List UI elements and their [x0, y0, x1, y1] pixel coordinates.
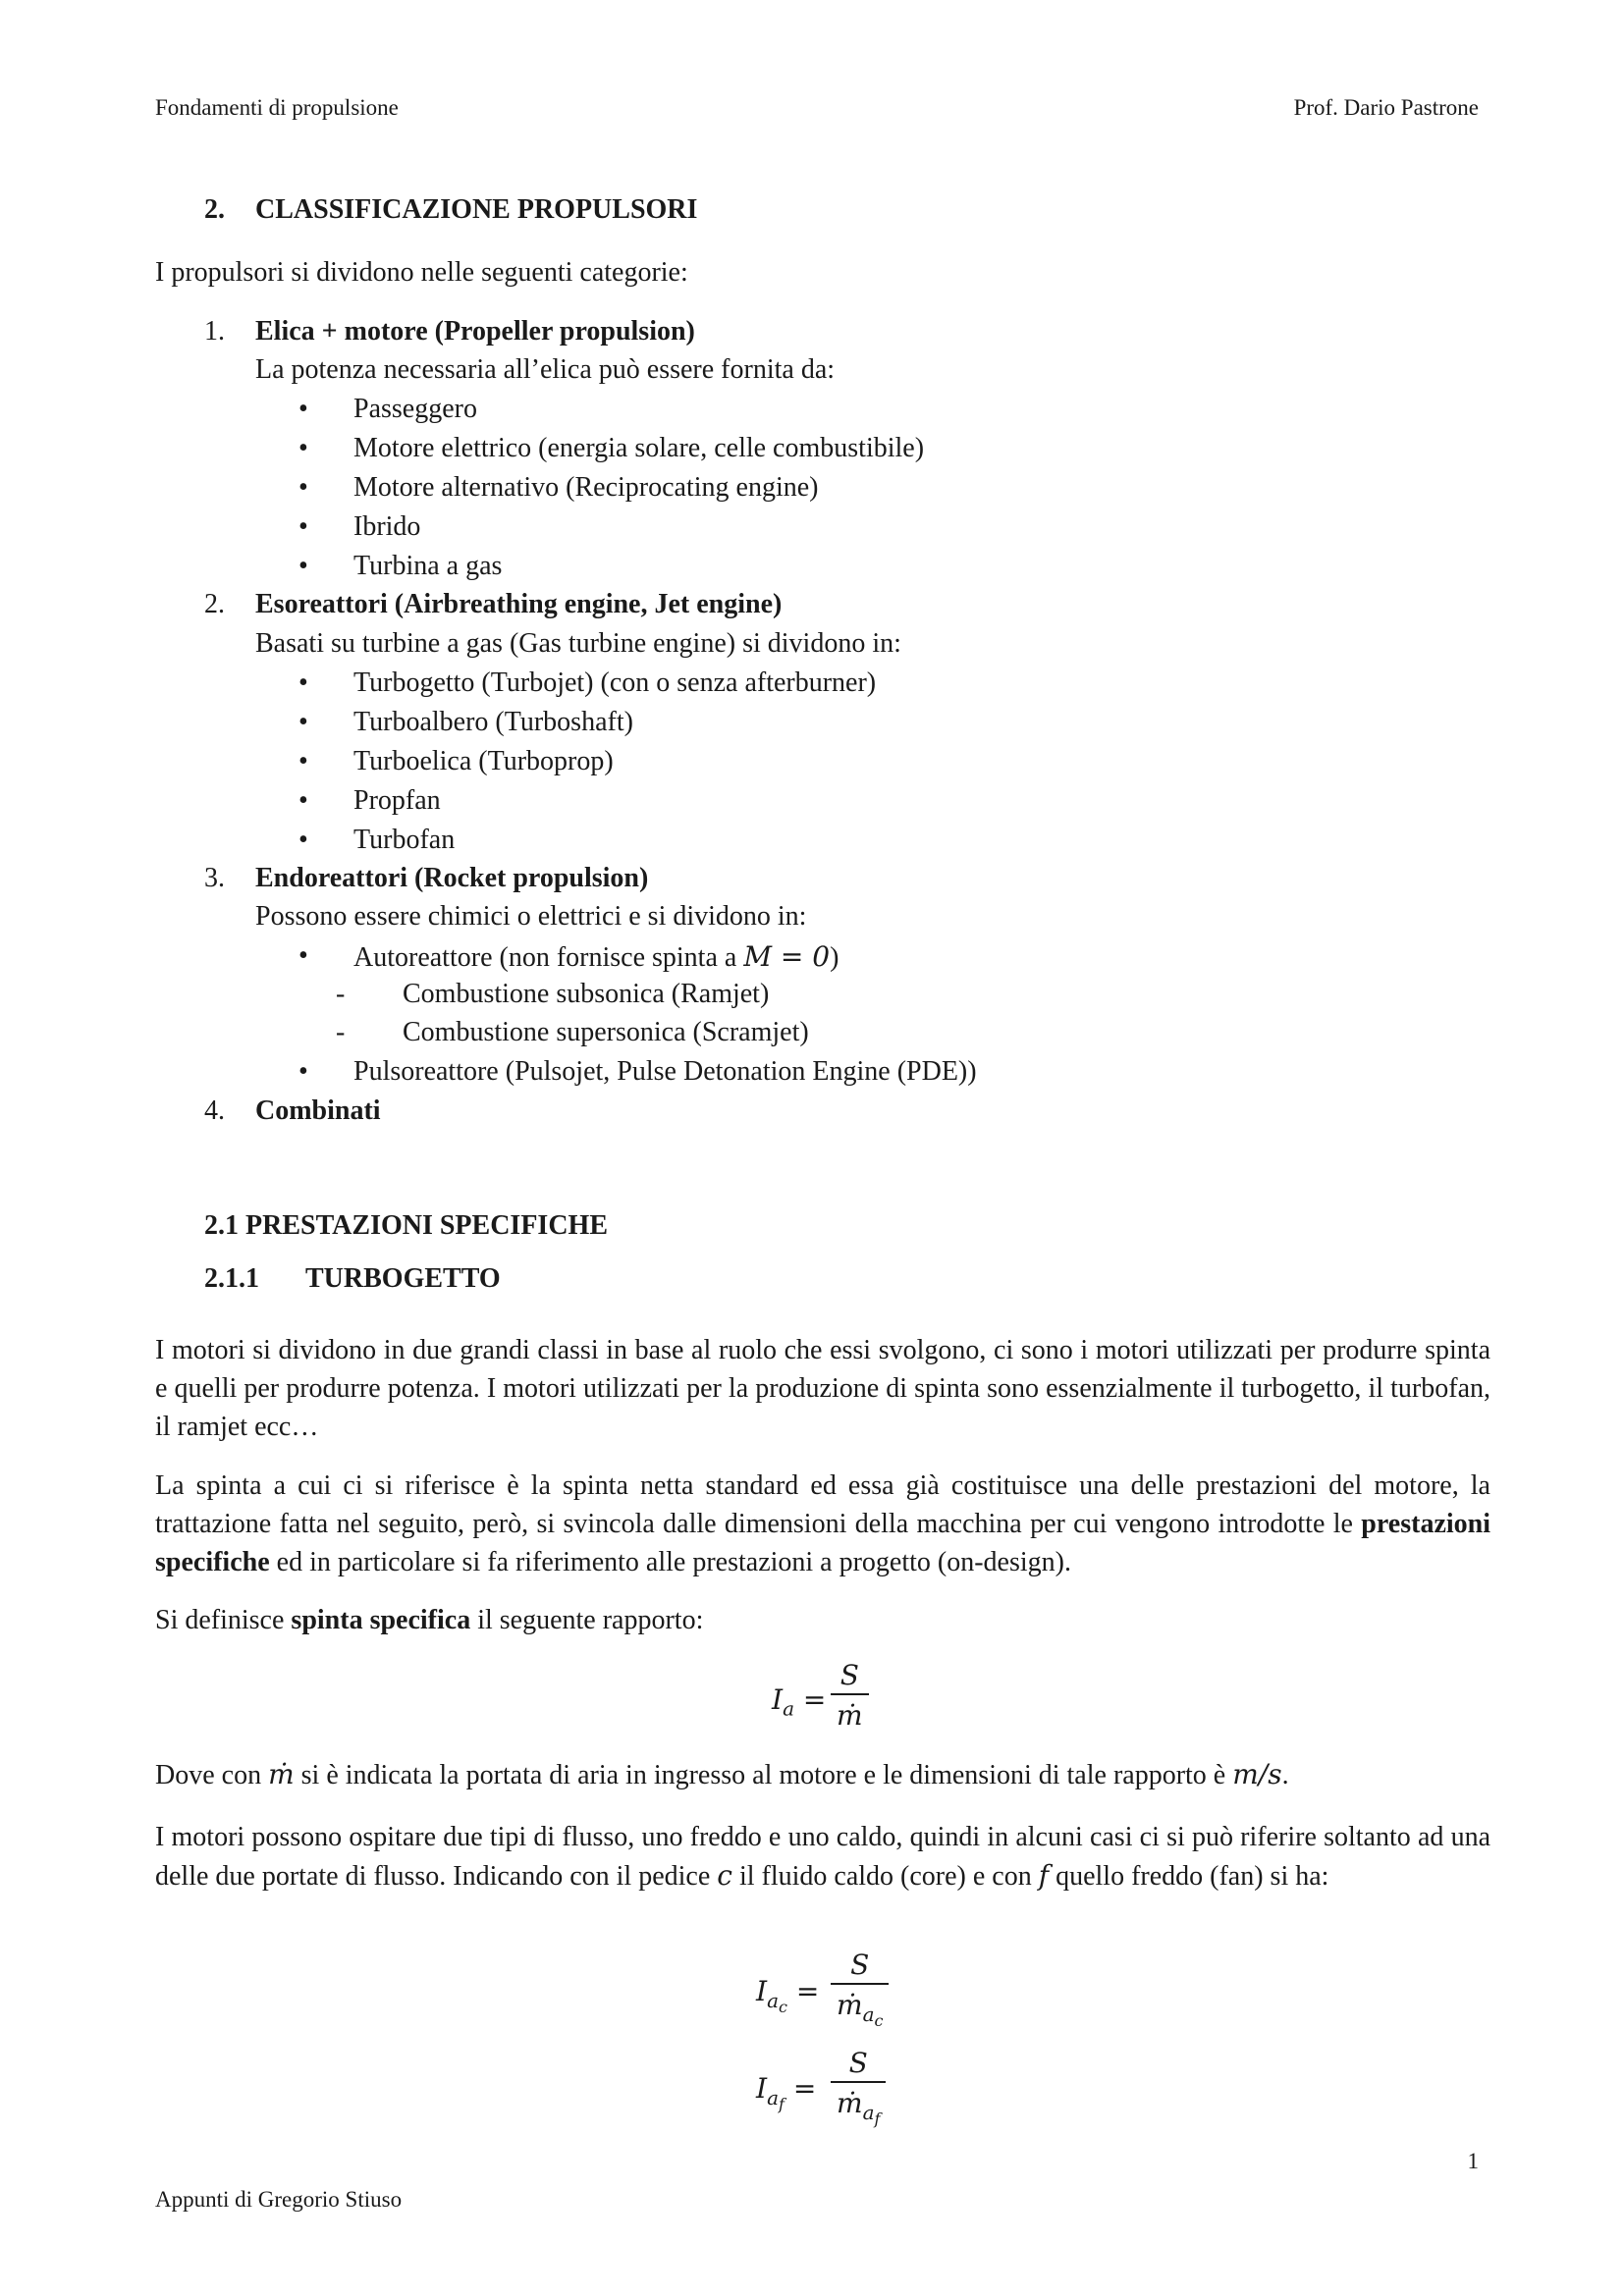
p3-text-a: Si definisce: [155, 1605, 292, 1635]
dash-marker: -: [336, 979, 346, 1009]
p2-bold: prestazioni specifiche: [155, 1509, 1490, 1577]
footer-author: Appunti di Gregorio Stiuso: [155, 2187, 403, 2212]
eq-subscript: a: [767, 1988, 779, 2012]
paragraph-mass-flow: [155, 1755, 1490, 1794]
subsection-heading: [204, 1210, 608, 1242]
p2-text-b: ed in particolare si fa riferimento alle prestazioni a progetto (on-design).: [269, 1547, 1071, 1577]
eq-mdot: ṁ: [837, 2087, 863, 2119]
section-heading: [204, 194, 698, 226]
paragraph-hot-cold-flow: [155, 1818, 1490, 1896]
page-number: 1: [1467, 2149, 1479, 2173]
paragraph-engine-classes: I motori si dividono in due grandi classi in base al ruolo che essi svolgono, ci sono i motori utilizzati per produrre spinta e quelli per produrre potenza. I motori utilizzati per la produzione di spinta sono essenzialmente il turbogetto, il turbofan, il ramjet ecc…: [155, 1335, 1490, 1442]
bullet-icon: •: [298, 785, 308, 816]
eq-subscript: a: [862, 2002, 875, 2026]
math-inline: ṁ: [268, 1758, 295, 1790]
paragraph-specific-thrust: [155, 1601, 1490, 1639]
bullet-icon: •: [298, 1056, 308, 1087]
math-inline: M = 0: [743, 940, 831, 973]
bullet-icon: •: [298, 746, 308, 776]
list-number: 1.: [204, 316, 225, 347]
subsubsection-heading: [204, 1263, 501, 1295]
p4-text-a: Dove con: [155, 1760, 269, 1790]
bullet-text-main: Autoreattore (non fornisce spinta a: [353, 942, 737, 973]
bullet-text: Propfan: [353, 785, 441, 816]
eq-subsubscript: f: [779, 2094, 785, 2113]
eq-symbol: I: [756, 2072, 768, 2105]
eq-subsubscript: f: [874, 2109, 881, 2128]
eq-subscript: a: [767, 2085, 779, 2109]
bullet-icon: •: [298, 707, 308, 737]
p3-text-b: il seguente rapporto:: [470, 1605, 704, 1635]
subsubsection-title: TURBOGETTO: [305, 1263, 501, 1294]
header-course-title: Fondamenti di propulsione: [155, 95, 399, 120]
dash-text: Combustione supersonica (Scramjet): [403, 1017, 809, 1047]
bullet-text: Pulsoreattore (Pulsojet, Pulse Detonation Engine (PDE)): [353, 1056, 977, 1087]
eq-subscript: a: [783, 1696, 794, 1721]
p4-text-c: .: [1281, 1760, 1289, 1790]
dash-text: Combustione subsonica (Ramjet): [403, 979, 770, 1009]
p2-text-a: La spinta a cui ci si riferisce è la spinta netta standard ed essa già costituisce una delle prestazioni del motore, la trattazione fatta nel seguito, però, si svincola dalle dimensioni della macchina per cui vengono introdotte le: [155, 1470, 1490, 1539]
eq-mdot: ṁ: [837, 1989, 863, 2021]
p5-text-a: I motori possono ospitare due tipi di flusso, uno freddo e uno caldo, quindi in alcuni casi ci si può riferire soltanto ad una delle due portate di flusso. Indicando con il pedice: [155, 1822, 1490, 1892]
bullet-text: [353, 940, 839, 974]
subsection-title: PRESTAZIONI SPECIFICHE: [245, 1210, 609, 1241]
list-item-intro: Possono essere chimici o elettrici e si dividono in:: [255, 901, 807, 932]
bullet-text: Passeggero: [353, 394, 477, 424]
paragraph-net-thrust: [155, 1467, 1490, 1581]
eq-denominator: [831, 1983, 889, 2030]
eq-subsubscript: c: [874, 2010, 884, 2030]
eq-symbol: I: [756, 1975, 768, 2007]
section-intro: I propulsori si dividono nelle seguenti categorie:: [155, 257, 688, 288]
equation-core-thrust-lhs: [756, 1975, 819, 2016]
bullet-icon: •: [298, 551, 308, 581]
eq-denominator: ṁ: [831, 1693, 869, 1732]
list-number: 3.: [204, 863, 225, 893]
list-item-title: Endoreattori (Rocket propulsion): [255, 863, 649, 893]
eq-equals: =: [792, 2072, 817, 2105]
eq-numerator: S: [839, 1659, 859, 1691]
equation-specific-thrust-lhs: [772, 1683, 826, 1721]
bullet-text: Turboalbero (Turboshaft): [353, 707, 633, 737]
math-inline: f: [1038, 1859, 1050, 1892]
section-number: 2.: [204, 194, 225, 225]
bullet-icon: •: [298, 940, 308, 971]
eq-symbol: I: [772, 1683, 784, 1716]
section-title: CLASSIFICAZIONE PROPULSORI: [255, 194, 698, 225]
eq-equals: =: [802, 1683, 827, 1716]
bullet-text: Turbina a gas: [353, 551, 503, 581]
eq-numerator: S: [848, 2047, 868, 2079]
bullet-icon: •: [298, 825, 308, 855]
subsection-number: 2.1: [204, 1210, 239, 1241]
math-inline: c: [717, 1859, 732, 1892]
list-item-intro: Basati su turbine a gas (Gas turbine engine) si dividono in:: [255, 628, 901, 659]
list-item-intro: La potenza necessaria all’elica può essere fornita da:: [255, 354, 836, 385]
equation-fan-thrust-lhs: [756, 2072, 816, 2113]
list-item-title: Elica + motore (Propeller propulsion): [255, 316, 695, 347]
p4-text-b: si è indicata la portata di aria in ingresso al motore e le dimensioni di tale rapporto è: [294, 1760, 1233, 1790]
list-number: 4.: [204, 1095, 225, 1126]
bullet-text: Turboelica (Turboprop): [353, 746, 614, 776]
bullet-icon: •: [298, 667, 308, 698]
eq-numerator: S: [850, 1949, 870, 1981]
bullet-icon: •: [298, 433, 308, 463]
p3-bold: spinta specifica: [291, 1605, 471, 1635]
header-professor: Prof. Dario Pastrone: [1293, 95, 1479, 120]
bullet-text: Motore elettrico (energia solare, celle combustibile): [353, 433, 925, 463]
eq-equals: =: [795, 1975, 820, 2007]
eq-denominator: [831, 2081, 886, 2128]
p5-text-d: quello freddo (fan) si ha:: [1049, 1861, 1329, 1892]
list-item-title: Combinati: [255, 1095, 381, 1126]
eq-subscript: a: [862, 2100, 875, 2124]
bullet-text: Ibrido: [353, 511, 421, 542]
equation-fan-thrust-fraction: [831, 2047, 886, 2128]
bullet-icon: •: [298, 394, 308, 424]
dash-marker: -: [336, 1017, 346, 1047]
bullet-text: Motore alternativo (Reciprocating engine): [353, 472, 819, 503]
eq-subsubscript: c: [779, 1997, 787, 2016]
bullet-text-end: ): [830, 942, 839, 973]
bullet-icon: •: [298, 472, 308, 503]
bullet-icon: •: [298, 511, 308, 542]
equation-specific-thrust-fraction: [831, 1659, 869, 1732]
bullet-text: Turbofan: [353, 825, 456, 855]
subsubsection-number: 2.1.1: [204, 1263, 259, 1294]
list-number: 2.: [204, 589, 225, 619]
list-item-title: Esoreattori (Airbreathing engine, Jet engine): [255, 589, 783, 619]
math-inline: m/s: [1232, 1758, 1282, 1790]
bullet-text: Turbogetto (Turbojet) (con o senza afterburner): [353, 667, 877, 698]
equation-core-thrust-fraction: [831, 1949, 889, 2030]
p5-text-b: il fluido caldo (core) e con: [731, 1861, 1039, 1892]
